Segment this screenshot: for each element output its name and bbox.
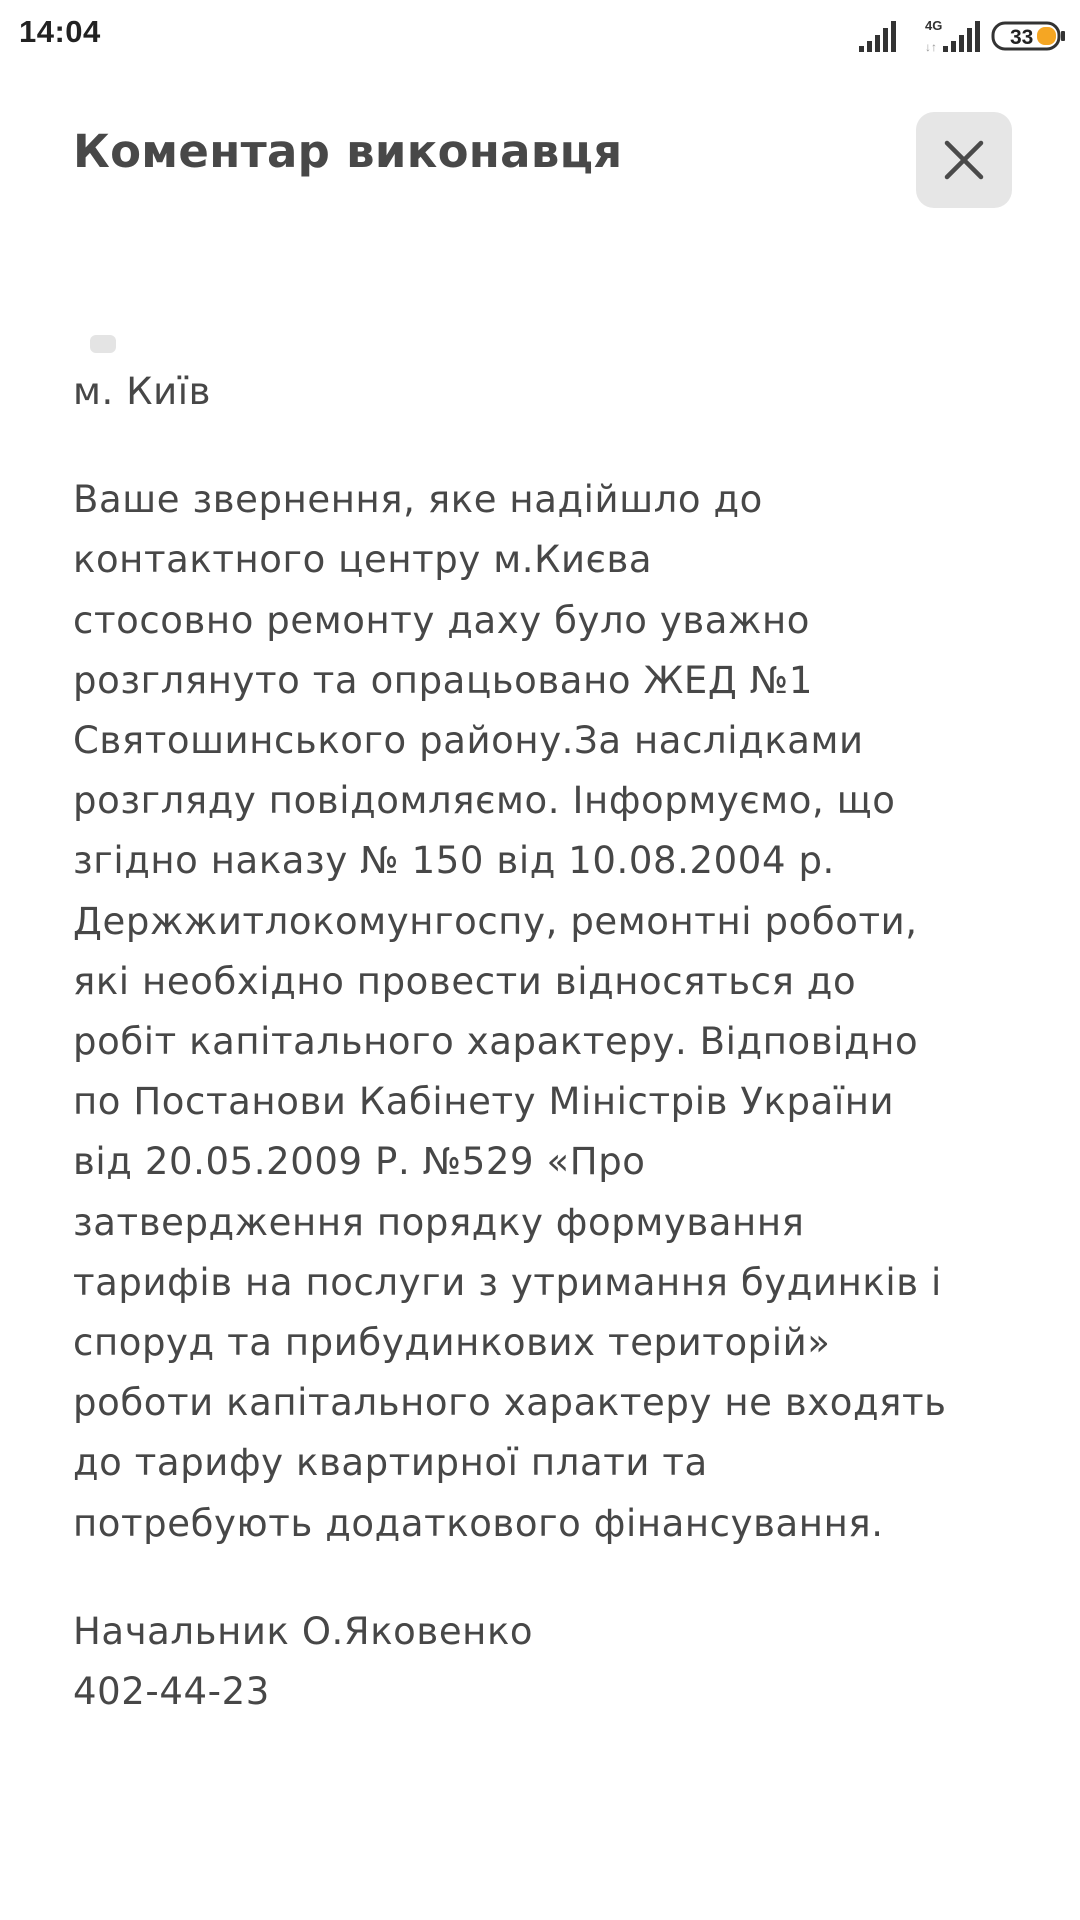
comment-phone: 402-44-23 [73, 1670, 270, 1714]
data-arrows-icon: ↓↑ [925, 40, 937, 54]
redacted-mark [90, 335, 116, 353]
battery-level: 33 [1010, 26, 1034, 49]
close-icon [942, 138, 986, 182]
status-bar [0, 0, 1080, 74]
battery-icon [993, 23, 1065, 49]
page-title: Коментар виконавця [73, 125, 623, 178]
comment-signature: Начальник О.Яковенко [73, 1609, 534, 1653]
signal-icon [859, 21, 896, 52]
comment-city: м. Київ [73, 370, 212, 413]
status-time: 14:04 [19, 14, 101, 49]
signal-4g-icon [925, 18, 980, 54]
comment-body: Ваше звернення, яке надійшло до контактного центру м.Києва стосовно ремонту даху було уважно розглянуто та опрацьовано ЖЕД №1 Святошинського району.За наслідками розгляду повідомляємо. Інформуємо, що згідно наказу № 150 від 10.08.2004 р. Держжитлокомунгоспу, ремонтні роботи, які необхідно провести відносяться до робіт капітального характеру. Відповідно по Постанови Кабінету Міністрів України від 20.05.2009 Р. №529 «Про затвердження порядку формування тарифів на послуги з утримання будинків і споруд та прибудинкових територій» роботи капітального характеру не входять до тарифу квартирної плати та потребують додаткового фінансування. [73, 478, 947, 1545]
network-label: 4G [925, 18, 943, 33]
status-icons [859, 16, 1069, 56]
comment-content [73, 362, 1023, 1722]
close-button[interactable] [916, 112, 1012, 208]
